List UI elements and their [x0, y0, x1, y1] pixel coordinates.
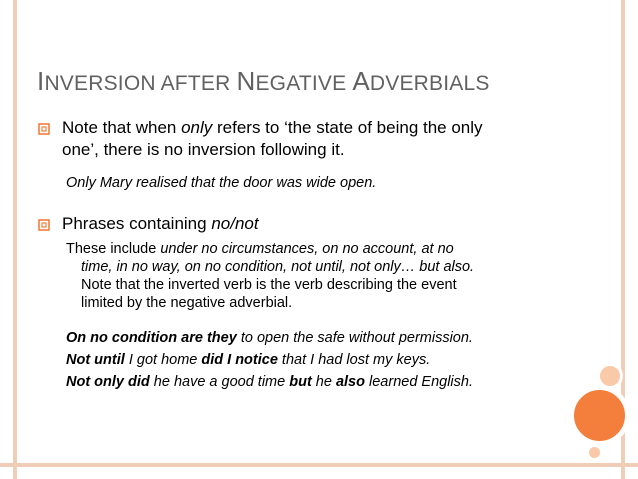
- decor-circle-large: [569, 385, 630, 446]
- bullet2-sub-line2: time, in no way, on no condition, not until, not only… but also.: [81, 259, 475, 275]
- example-sentence-1: On no condition are they to open the safe without permission.: [66, 330, 473, 346]
- hollow-square-bullet-icon: [38, 219, 50, 231]
- title-cap-2: N: [236, 66, 256, 96]
- bullet2-sub-line4: limited by the negative adverbial.: [81, 295, 293, 311]
- bullet2-heading: Phrases containing no/not: [62, 214, 259, 233]
- bullet2-sub-line3: Note that the inverted verb is the verb describing the event: [81, 277, 457, 293]
- hollow-square-bullet-icon: [38, 123, 50, 135]
- slide-title: [37, 66, 490, 97]
- frame-bottom-border: [0, 463, 638, 467]
- title-part-3: DVERBIALS: [369, 72, 490, 95]
- title-part-1: NVERSION AFTER: [44, 72, 237, 95]
- decor-circle-small: [587, 445, 602, 460]
- example-sentence-3: Not only did he have a good time but he also learned English.: [66, 374, 473, 390]
- bullet1-line1: Note that when only refers to ‘the state of being the only: [62, 118, 483, 137]
- title-part-2: EGATIVE: [255, 72, 353, 95]
- frame-left-border: [13, 0, 17, 479]
- title-cap-3: A: [352, 66, 370, 96]
- bullet2-sub-line1: These include under no circumstances, on no account, at no: [66, 241, 454, 257]
- bullet1-line2: one’, there is no inversion following it.: [62, 140, 345, 159]
- title-cap-1: I: [37, 66, 45, 96]
- bullet1-example: Only Mary realised that the door was wide open.: [66, 175, 377, 191]
- example-sentence-2: Not until I got home did I notice that I had lost my keys.: [66, 352, 431, 368]
